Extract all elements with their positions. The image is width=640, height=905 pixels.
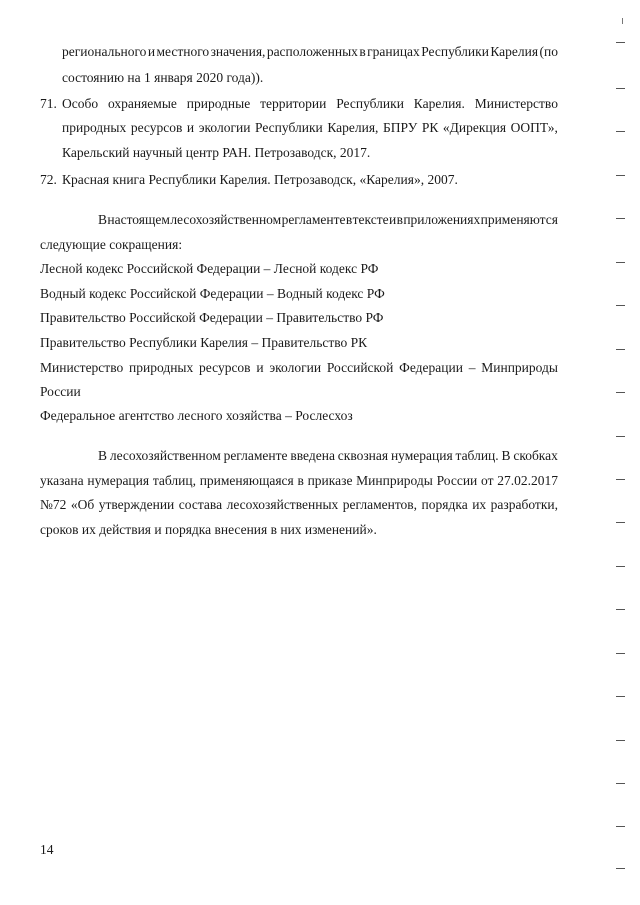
word: и (389, 212, 397, 227)
scan-edge-mark (616, 696, 625, 697)
word: России (436, 473, 478, 488)
abbreviation-entry: Лесной кодекс Российской Федерации – Лесной кодекс РФ (40, 261, 379, 276)
word: Особо (62, 96, 99, 111)
word: БПРУ (383, 120, 418, 135)
scan-edge-mark (616, 262, 625, 263)
word: в (396, 212, 403, 227)
word: 27.02.2017 (497, 473, 558, 488)
word: нумерация (87, 473, 150, 488)
word: применяющаяся (199, 473, 294, 488)
word: Минприроды (481, 360, 558, 375)
scan-edge-mark (616, 218, 625, 219)
word: ресурсов (130, 120, 183, 135)
abbreviation-entry (40, 360, 558, 376)
abbreviation-entry: Правительство Российской Федерации – Правительство РФ (40, 310, 384, 325)
word: указана (40, 473, 84, 488)
word: лесохозяйственном (109, 448, 221, 463)
scan-edge-mark (616, 349, 625, 350)
word: экологии (269, 360, 322, 375)
word: природные (186, 96, 251, 111)
word: состава (178, 497, 223, 512)
word: В (501, 448, 511, 463)
word: лесохозяйственном (170, 212, 282, 227)
reference-continuation-line (62, 44, 558, 60)
word: настоящем (107, 212, 170, 227)
abbreviation-entry: Федеральное агентство лесного хозяйства – Рослесхоз (40, 408, 353, 423)
scan-edge-mark (616, 305, 625, 306)
scan-edge-mark (616, 479, 625, 480)
reference-number: 72. (40, 172, 57, 187)
word: регламентов, (342, 497, 418, 512)
word: и (256, 360, 264, 375)
word: природных (62, 120, 127, 135)
scan-edge-mark (616, 88, 625, 89)
word: РК (421, 120, 439, 135)
scan-edge-mark (616, 826, 625, 827)
tables-note-line: сроков их действия и порядка внесения в них изменений». (40, 522, 377, 537)
scan-edge-mark (616, 868, 625, 869)
word: в (359, 44, 366, 59)
word: Карелия. (413, 96, 465, 111)
word: Минприроды (356, 473, 433, 488)
word: Карелия, (327, 120, 379, 135)
page-number: 14 (40, 842, 54, 857)
word: в (345, 212, 353, 227)
reference-item-line (62, 96, 558, 112)
abbreviation-entry: Водный кодекс Российской Федерации – Водный кодекс РФ (40, 286, 385, 301)
word: – (468, 360, 476, 375)
word: введена (290, 448, 335, 463)
scan-edge-mark (622, 18, 623, 24)
scan-edge-mark (616, 392, 625, 393)
scan-edge-mark (616, 783, 625, 784)
word: Карелия (490, 44, 539, 59)
word: ООПТ», (510, 120, 558, 135)
tables-note-line (98, 448, 558, 464)
word: Министерство (40, 360, 124, 375)
abbreviation-entry: Правительство Республики Карелия – Правительство РК (40, 335, 368, 350)
reference-number: 71. (40, 96, 57, 111)
reference-item-line: Красная книга Республики Карелия. Петрозаводск, «Карелия», 2007. (62, 172, 458, 187)
word: разработки, (490, 497, 558, 512)
word: приложениях (403, 212, 481, 227)
word: в (297, 473, 304, 488)
scan-edge-mark (616, 436, 625, 437)
reference-item-line (62, 120, 558, 136)
word: порядка (421, 497, 468, 512)
scan-edge-mark (616, 175, 625, 176)
scan-edge-mark (616, 522, 625, 523)
reference-continuation-line: состоянию на 1 января 2020 года)). (62, 70, 264, 85)
abbreviation-entry: России (40, 384, 81, 399)
word: их (472, 497, 487, 512)
scan-edge-mark (616, 566, 625, 567)
word: нумерация (390, 448, 453, 463)
abbreviations-intro-line: следующие сокращения: (40, 237, 183, 252)
scan-edge-mark (616, 653, 625, 654)
word: «Об (70, 497, 95, 512)
word: №72 (40, 497, 67, 512)
word: Республики (421, 44, 489, 59)
word: В (98, 212, 108, 227)
abbreviations-intro-line (98, 212, 558, 228)
word: Федерации (399, 360, 463, 375)
word: тексте (352, 212, 389, 227)
word: сквозная (337, 448, 389, 463)
scan-edge-mark (616, 740, 625, 741)
word: регламенте (281, 212, 346, 227)
word: от (481, 473, 494, 488)
scan-edge-mark (616, 609, 625, 610)
word: местного (156, 44, 210, 59)
word: охраняемые (107, 96, 177, 111)
word: применяются (480, 212, 558, 227)
word: и (186, 120, 195, 135)
word: Министерство (474, 96, 558, 111)
word: регионального (62, 44, 147, 59)
tables-note-line (40, 497, 558, 513)
word: скобках (513, 448, 558, 463)
word: территории (260, 96, 327, 111)
word: таблиц, (152, 473, 196, 488)
word: Российской (326, 360, 394, 375)
word: регламенте (223, 448, 288, 463)
scan-edge-mark (616, 131, 625, 132)
scan-edge-mark (616, 42, 625, 43)
word: экологии (198, 120, 251, 135)
word: лесохозяйственных (226, 497, 339, 512)
word: (по (539, 44, 558, 59)
word: ресурсов (199, 360, 251, 375)
word: утверждении (98, 497, 175, 512)
word: В (98, 448, 108, 463)
reference-item-line: Карельский научный центр РАН. Петрозаводск, 2017. (62, 145, 371, 160)
word: приказе (307, 473, 353, 488)
word: и (147, 44, 156, 59)
tables-note-line (40, 473, 558, 489)
word: Республики (336, 96, 404, 111)
word: Республики (255, 120, 323, 135)
word: границах (367, 44, 420, 59)
word: расположенных (266, 44, 358, 59)
word: «Дирекция (442, 120, 507, 135)
word: таблиц. (455, 448, 499, 463)
word: значения, (210, 44, 266, 59)
word: природных (129, 360, 194, 375)
